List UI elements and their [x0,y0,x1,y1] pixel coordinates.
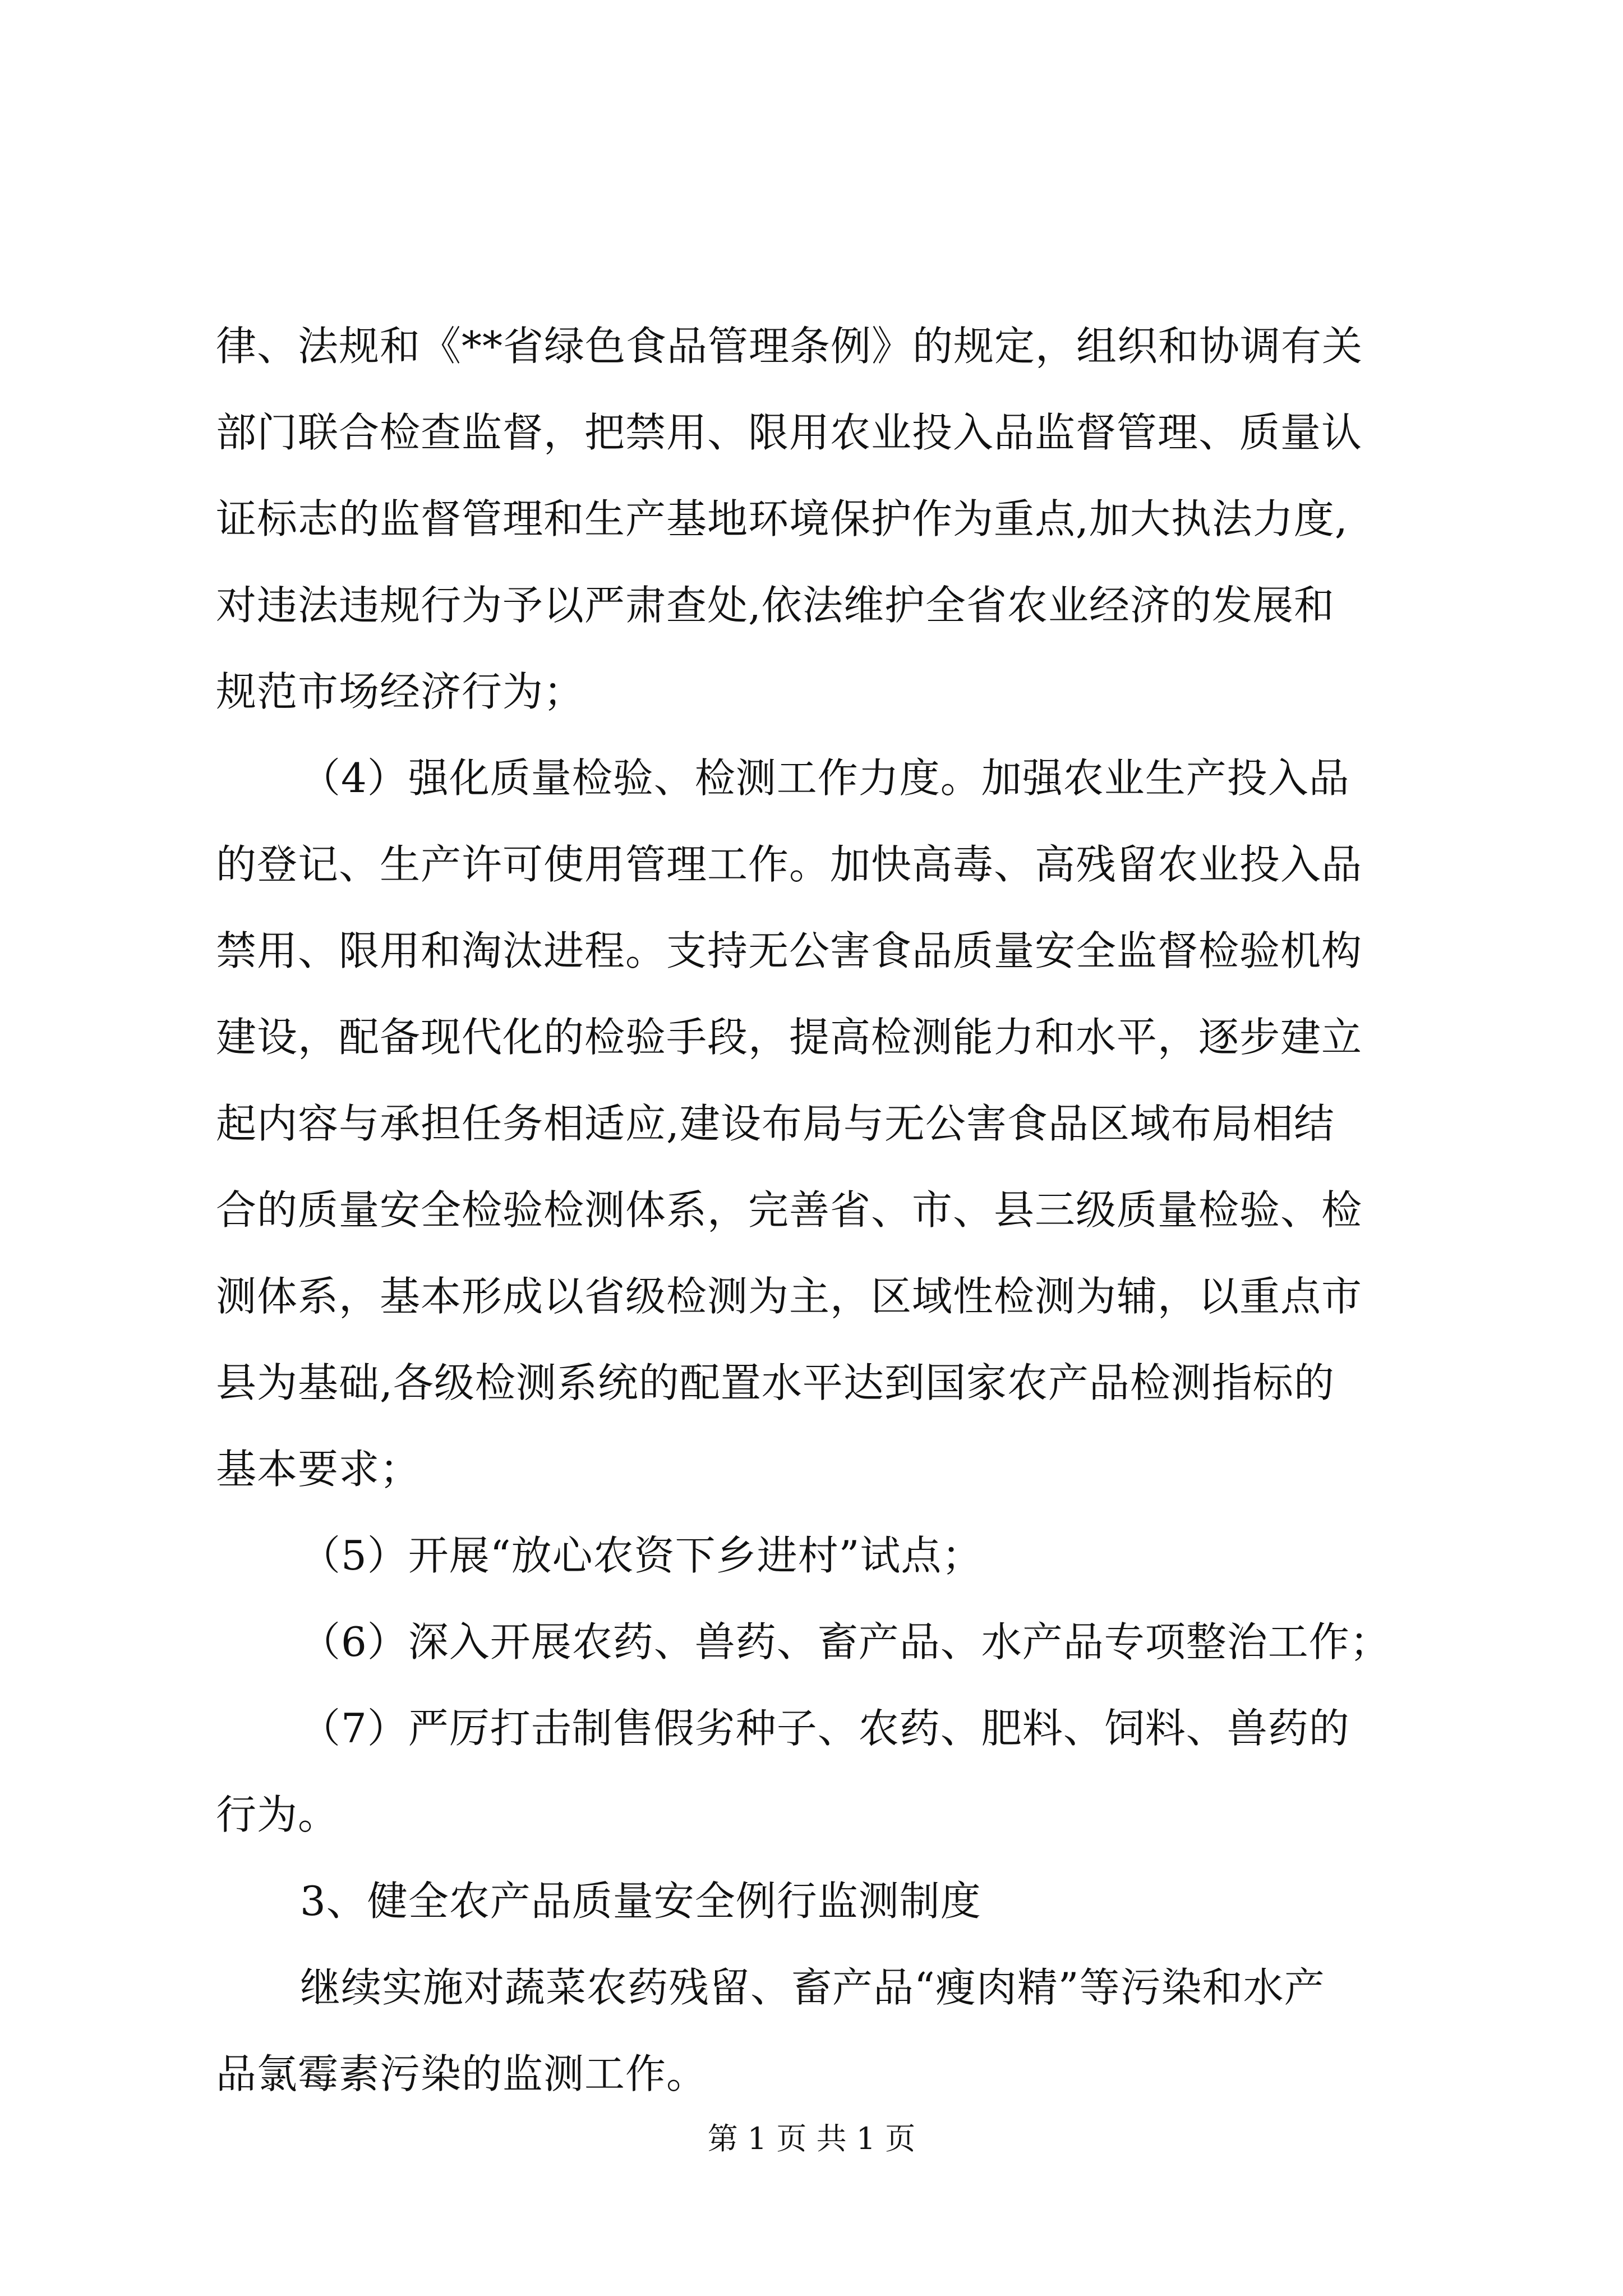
text-line: 规范市场经济行为； [216,668,585,715]
text-line: 证标志的监督管理和生产基地环境保护作为重点,加大执法力度, [216,495,1348,542]
paragraph-start-line: （5）开展“放心农资下乡进村”试点； [300,1532,983,1579]
text-line: 行为。 [216,1791,339,1838]
text-line: 对违法违规行为予以严肃查处,依法维护全省农业经济的发展和 [216,582,1335,629]
text-line: 起内容与承担任务相适应,建设布局与无公害食品区域布局相结 [216,1100,1335,1147]
text-line: 律、法规和《**省绿色食品管理条例》的规定，组织和协调有关 [216,323,1363,370]
paragraph-start-line: 继续实施对蔬菜农药残留、畜产品“瘦肉精”等污染和水产 [300,1964,1325,2011]
text-line: 县为基础,各级检测系统的配置水平达到国家农产品检测指标的 [216,1359,1335,1406]
paragraph-start-line: （4）强化质量检验、检测工作力度。加强农业生产投入品 [300,754,1350,802]
text-line: 测体系，基本形成以省级检测为主，区域性检测为辅，以重点市 [216,1273,1363,1320]
text-line: 建设，配备现代化的检验手段，提高检测能力和水平，逐步建立 [216,1014,1363,1061]
page-footer: 第 1 页 共 1 页 [707,2121,916,2156]
text-line: 部门联合检查监督，把禁用、限用农业投入品监督管理、质量认 [216,409,1363,456]
paragraph-start-line: （7）严厉打击制售假劣种子、农药、肥料、饲料、兽药的 [300,1705,1350,1752]
text-line: 品氯霉素污染的监测工作。 [216,2050,708,2097]
text-line: 基本要求； [216,1446,421,1493]
text-line: 合的质量安全检验检测体系，完善省、市、县三级质量检验、检 [216,1186,1363,1234]
document-body [216,303,1450,2117]
text-line: 的登记、生产许可使用管理工作。加快高毒、高残留农业投入品 [216,841,1363,888]
text-line: 禁用、限用和淘汰进程。支持无公害食品质量安全监督检验机构 [216,927,1363,974]
section-heading: 3、健全农产品质量安全例行监测制度 [300,1878,981,1925]
paragraph-start-line: （6）深入开展农药、兽药、畜产品、水产品专项整治工作； [300,1618,1391,1665]
